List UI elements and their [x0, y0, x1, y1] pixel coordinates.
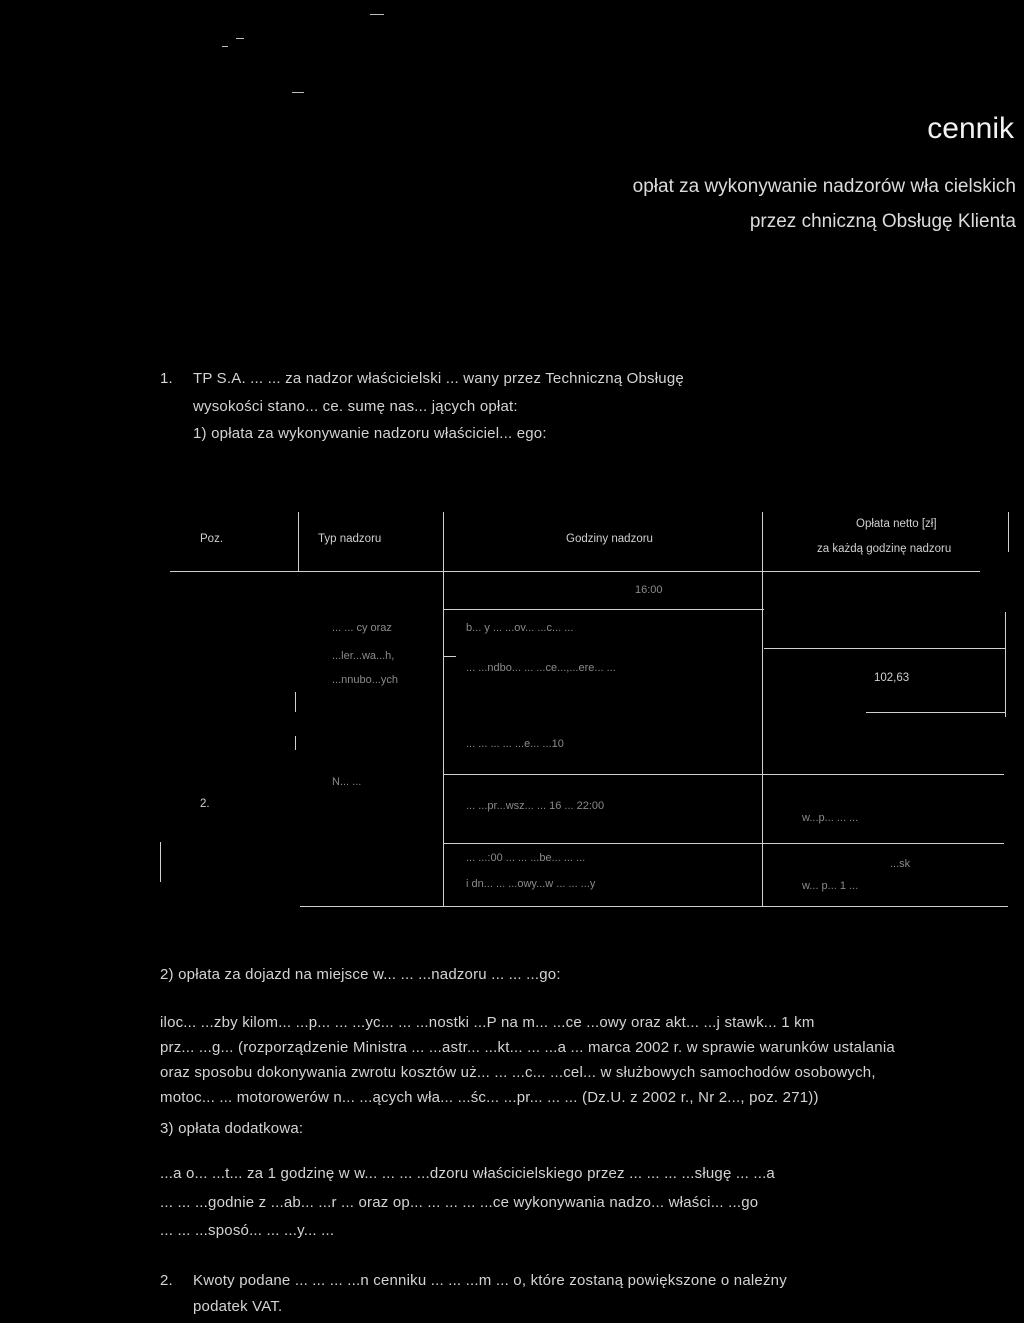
item-2-para-line-3: oraz sposobu dokonywania zwrotu kosztów uż... ... ...c... ...cel... w służbowych samochodów osobowych,	[160, 1064, 876, 1081]
row1-type-line-2: ...ler...wa...h,	[332, 650, 395, 662]
item-2-heading: 2) opłata za dojazd na miejsce w... ... ...nadzoru ... ... ...go:	[160, 966, 561, 983]
row1-hours-a: b... y ... ...ov... ...c... ...	[466, 622, 574, 634]
item-2-para-line-1: iloc... ...zby kilom... ...p... ... ...yc... ... ...nostki ...P na m... ...ce ...owy oraz akt... ...j stawk... 1 km	[160, 1014, 815, 1031]
header-fee-line-2: za każdą godzinę nadzoru	[817, 543, 952, 555]
row1-hours-b: ... ...ndbo... ... ...ce...,...ere... ...	[466, 662, 616, 674]
row2-hours-b: ... ...:00 ... ... ...be... ... ...	[466, 852, 586, 864]
row2-fee-b: ...sk	[890, 858, 911, 870]
point-2-line-2: podatek VAT.	[193, 1298, 283, 1315]
row1-hours-c: ... ... ... ... ...e... ...10	[466, 738, 564, 750]
row2-fee-a: w...p... ... ...	[802, 812, 859, 824]
scan-artifact	[222, 46, 228, 47]
row1-type-line-3: ...nnubo...ych	[332, 674, 399, 686]
table-border	[1005, 612, 1006, 717]
table-border	[295, 736, 296, 750]
table-border	[444, 609, 764, 610]
point-2-line-1: Kwoty podane ... ... ... ...n cenniku ... ... ...m ... o, które zostaną powiększone o należny	[193, 1272, 787, 1289]
row2-fee-c: w... p... 1 ...	[802, 880, 859, 892]
row1-fee-value: 102,63	[874, 672, 910, 684]
table-border	[170, 571, 980, 572]
table-border	[300, 906, 1008, 907]
section-1-item-1: 1) opłata za wykonywanie nadzoru właściciel... ego:	[193, 425, 547, 442]
item-2-para-line-4: motoc... ... motorowerów n... ...ących wła... ...śc... ...pr... ... ... (Dz.U. z 2002 r., Nr 2..., poz. 271))	[160, 1089, 819, 1106]
item-3-line-2: ... ... ...godnie z ...ab... ...r ... oraz op... ... ... ... ...ce wykonywania nadzo... właści... ...go	[160, 1194, 759, 1211]
item-3-line-3: ... ... ...sposó... ... ...y... ...	[160, 1222, 335, 1239]
row1-hours-top: 16:00	[635, 584, 663, 596]
table-border	[298, 512, 299, 572]
row2-pos: 2.	[200, 798, 210, 810]
item-3-line-1: ...a o... ...t... za 1 godzinę w w... ... ... ...dzoru właścicielskiego przez ... ... ... ...sługę ... ...a	[160, 1165, 775, 1182]
table-border	[866, 712, 1006, 713]
subtitle-line-2: przez chniczną Obsługę Klienta	[749, 211, 1016, 232]
point-2-number: 2.	[160, 1272, 173, 1289]
subtitle-line-1: opłat za wykonywanie nadzorów wła cielskich	[632, 176, 1016, 197]
page-title: cennik	[927, 112, 1014, 145]
header-hours: Godziny nadzoru	[566, 533, 653, 545]
item-3-heading: 3) opłata dodatkowa:	[160, 1120, 304, 1137]
table-border	[160, 842, 161, 882]
scan-artifact	[292, 92, 304, 93]
row2-hours-c: i dn... ... ...owy...w ... ... ...y	[466, 878, 596, 890]
table-border	[444, 774, 1004, 775]
table-border	[444, 843, 1004, 844]
item-2-para-line-2: prz... ...g... (rozporządzenie Ministra ... ...astr... ...kt... ... ...a ... marca 2002 r. w sprawie warunków ustalania	[160, 1039, 895, 1056]
header-pos: Poz.	[200, 533, 224, 545]
table-border	[1008, 512, 1009, 552]
row1-type-line-1: ... ... cy oraz	[332, 622, 392, 634]
scan-artifact	[236, 38, 244, 39]
table-border	[295, 692, 296, 712]
row2-type-line-1: N... ...	[332, 776, 362, 788]
section-1-line-2: wysokości stano... ce. sumę nas... jących opłat:	[193, 398, 518, 415]
section-1-number: 1.	[160, 370, 173, 387]
header-type: Typ nadzoru	[318, 533, 382, 545]
header-fee-line-1: Opłata netto [zł]	[856, 518, 937, 530]
table-border	[444, 656, 456, 657]
row2-hours-a: ... ...pr...wsz... ... 16 ... 22:00	[466, 800, 605, 812]
scan-artifact	[370, 14, 384, 15]
table-border	[764, 648, 1006, 649]
section-1-line-1: TP S.A. ... ... za nadzor właścicielski ... wany przez Techniczną Obsługę	[193, 370, 684, 387]
